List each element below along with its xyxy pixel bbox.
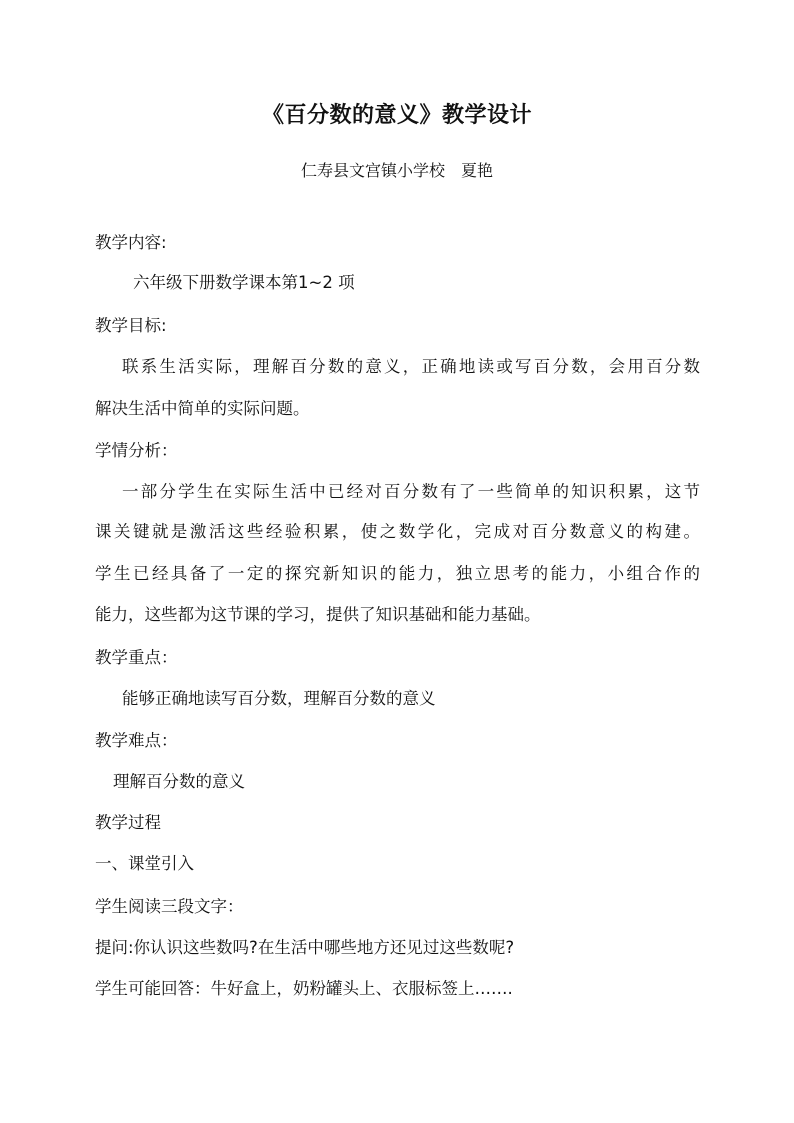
section-1-line-2: 提问:你认识这些数吗?在生活中哪些地方还见过这些数呢? [95, 938, 515, 957]
process-label: 教学过程 [95, 813, 161, 832]
key-label: 教学重点： [95, 648, 178, 667]
goal-label: 教学目标: [95, 316, 167, 335]
analysis-line-2: 课关键就是激活这些经验积累，使之数学化，完成对百分数意义的构建。 [95, 522, 700, 541]
section-1-line-1: 学生阅读三段文字： [95, 897, 244, 916]
difficulty-label: 教学难点： [95, 731, 178, 750]
content-label: 教学内容: [95, 233, 167, 252]
document-title: 《百分数的意义》教学设计 [261, 103, 532, 128]
analysis-line-4: 能力，这些都为这节课的学习，提供了知识基础和能力基础。 [95, 605, 541, 624]
difficulty-text: 理解百分数的意义 [113, 772, 245, 791]
section-1-line-3: 学生可能回答：牛好盒上，奶粉罐头上、衣服标签上……. [95, 979, 513, 998]
content-text: 六年级下册数学课本第1~2 项 [133, 273, 355, 292]
section-1-label: 一、课堂引入 [95, 854, 194, 873]
analysis-label: 学情分析： [95, 441, 178, 460]
goal-line-2: 解决生活中简单的实际问题。 [95, 399, 310, 418]
key-text: 能够正确地读写百分数，理解百分数的意义 [122, 689, 436, 708]
analysis-line-1: 一部分学生在实际生活中已经对百分数有了一些简单的知识积累，这节 [122, 482, 700, 501]
goal-line-1: 联系生活实际，理解百分数的意义，正确地读或写百分数，会用百分数 [122, 357, 700, 376]
analysis-line-3: 学生已经具备了一定的探究新知识的能力，独立思考的能力，小组合作的 [95, 564, 700, 583]
author-line: 仁寿县文宫镇小学校 夏艳 [300, 161, 493, 180]
